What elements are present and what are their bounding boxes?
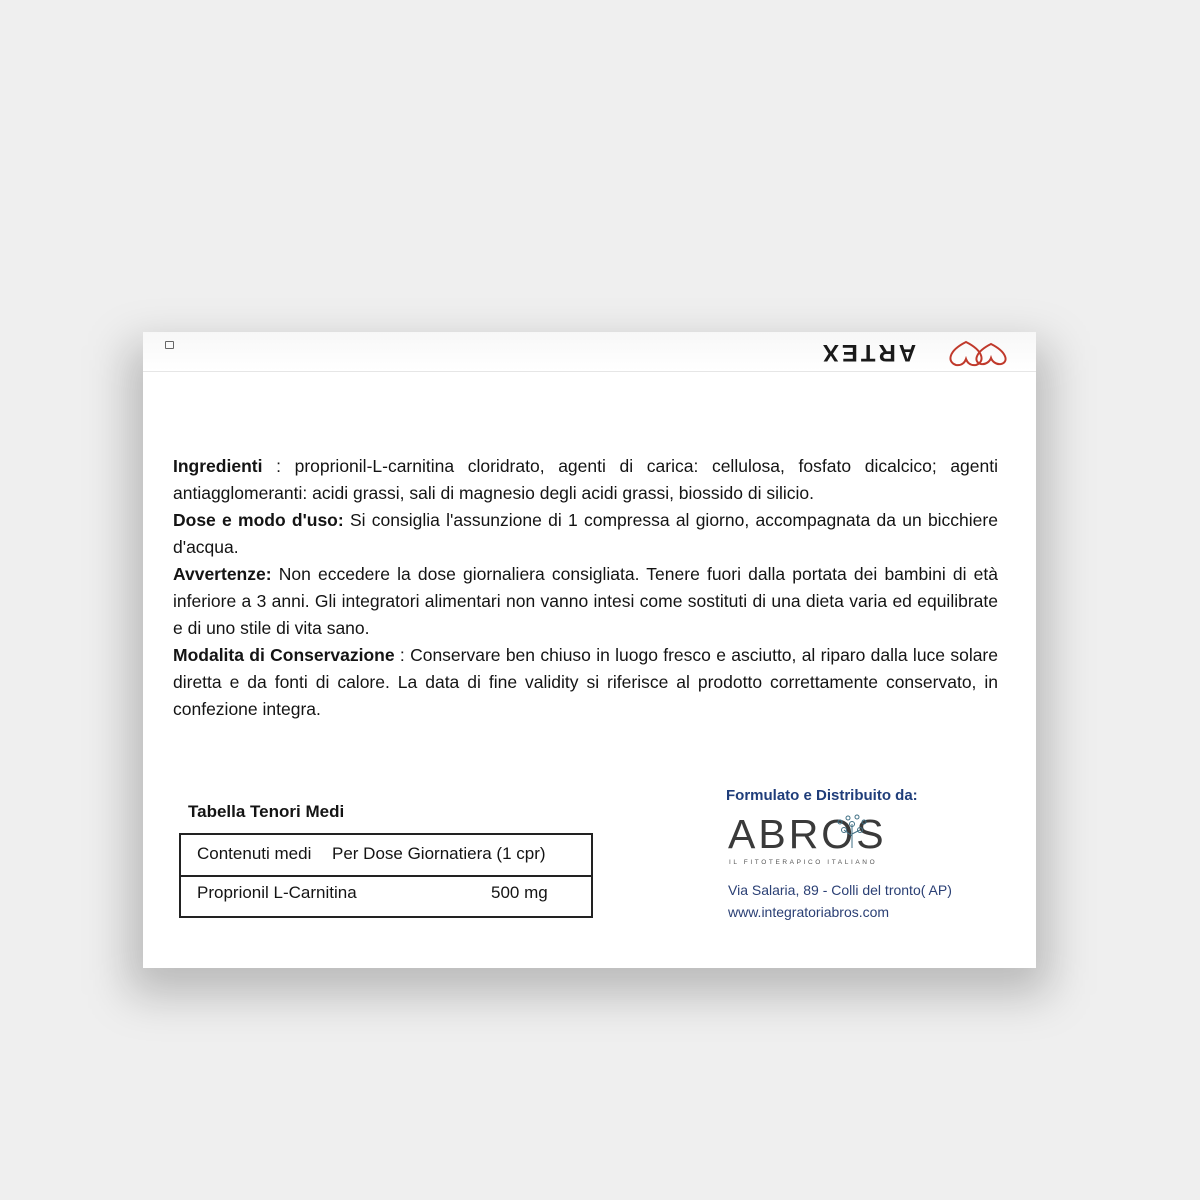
- warnings-paragraph: [173, 561, 998, 642]
- box-top-flap: [143, 332, 1036, 372]
- warnings-text: Non eccedere la dose giornaliera consigliata. Tenere fuori dalla portata dei bambini di età inferiore a 3 anni. Gli integratori alimentari non vanno intesi come sostituti di una dieta varia ed equilibrate e di uno stile di vita sano.: [173, 564, 998, 638]
- nutrition-table: [179, 833, 593, 918]
- storage-text: : Conservare ben chiuso in luogo fresco e asciutto, al riparo dalla luce solare diretta e da fonti di calore. La data di fine validity si riferisce al prodotto correttamente conservato, in confezione integra.: [173, 645, 998, 719]
- distributor-label: Formulato e Distribuito da:: [726, 787, 918, 804]
- product-information: [173, 453, 998, 723]
- storage-paragraph: [173, 642, 998, 723]
- dose-text: Si consiglia l'assunzione di 1 compressa al giorno, accompagnata da un bicchiere d'acqua.: [173, 510, 998, 557]
- nutrition-table-header: [181, 835, 591, 877]
- corner-square-mark: [165, 341, 174, 349]
- hearts-icon: [931, 338, 1021, 368]
- warnings-label: Avvertenze:: [173, 564, 272, 584]
- brand-logo-upside-down: [803, 338, 1023, 366]
- product-box-back: [143, 332, 1036, 968]
- ingredients-text: : proprionil-L-carnitina cloridrato, agenti di carica: cellulosa, fosfato dicalcico; agenti antiagglomeranti: acidi grassi, sali di magnesio degli acidi grassi, biossido di silicio.: [173, 456, 998, 503]
- distributor-address: Via Salaria, 89 - Colli del tronto( AP): [728, 882, 952, 898]
- dose-paragraph: [173, 507, 998, 561]
- brand-name: ARTEX: [819, 339, 917, 366]
- logo-wordmark: ABROS: [728, 811, 887, 857]
- ingredients-paragraph: [173, 453, 998, 507]
- abros-logo: [728, 810, 918, 870]
- nutrition-table-row: [181, 877, 591, 917]
- ingredients-label: Ingredienti: [173, 456, 263, 476]
- logo-tagline: IL FITOTERAPICO ITALIANO: [729, 859, 878, 866]
- dose-label: Dose e modo d'uso:: [173, 510, 344, 530]
- row-ingredient-name: Proprionil L-Carnitina: [197, 883, 357, 902]
- nutrition-table-title: Tabella Tenori Medi: [188, 802, 345, 821]
- distributor-website: www.integratoriabros.com: [728, 904, 890, 920]
- header-daily-dose: Per Dose Giornatiera (1 cpr): [332, 844, 546, 863]
- header-contents: Contenuti medi: [197, 844, 312, 863]
- row-ingredient-value: 500 mg: [491, 883, 548, 902]
- storage-label: Modalita di Conservazione: [173, 645, 395, 665]
